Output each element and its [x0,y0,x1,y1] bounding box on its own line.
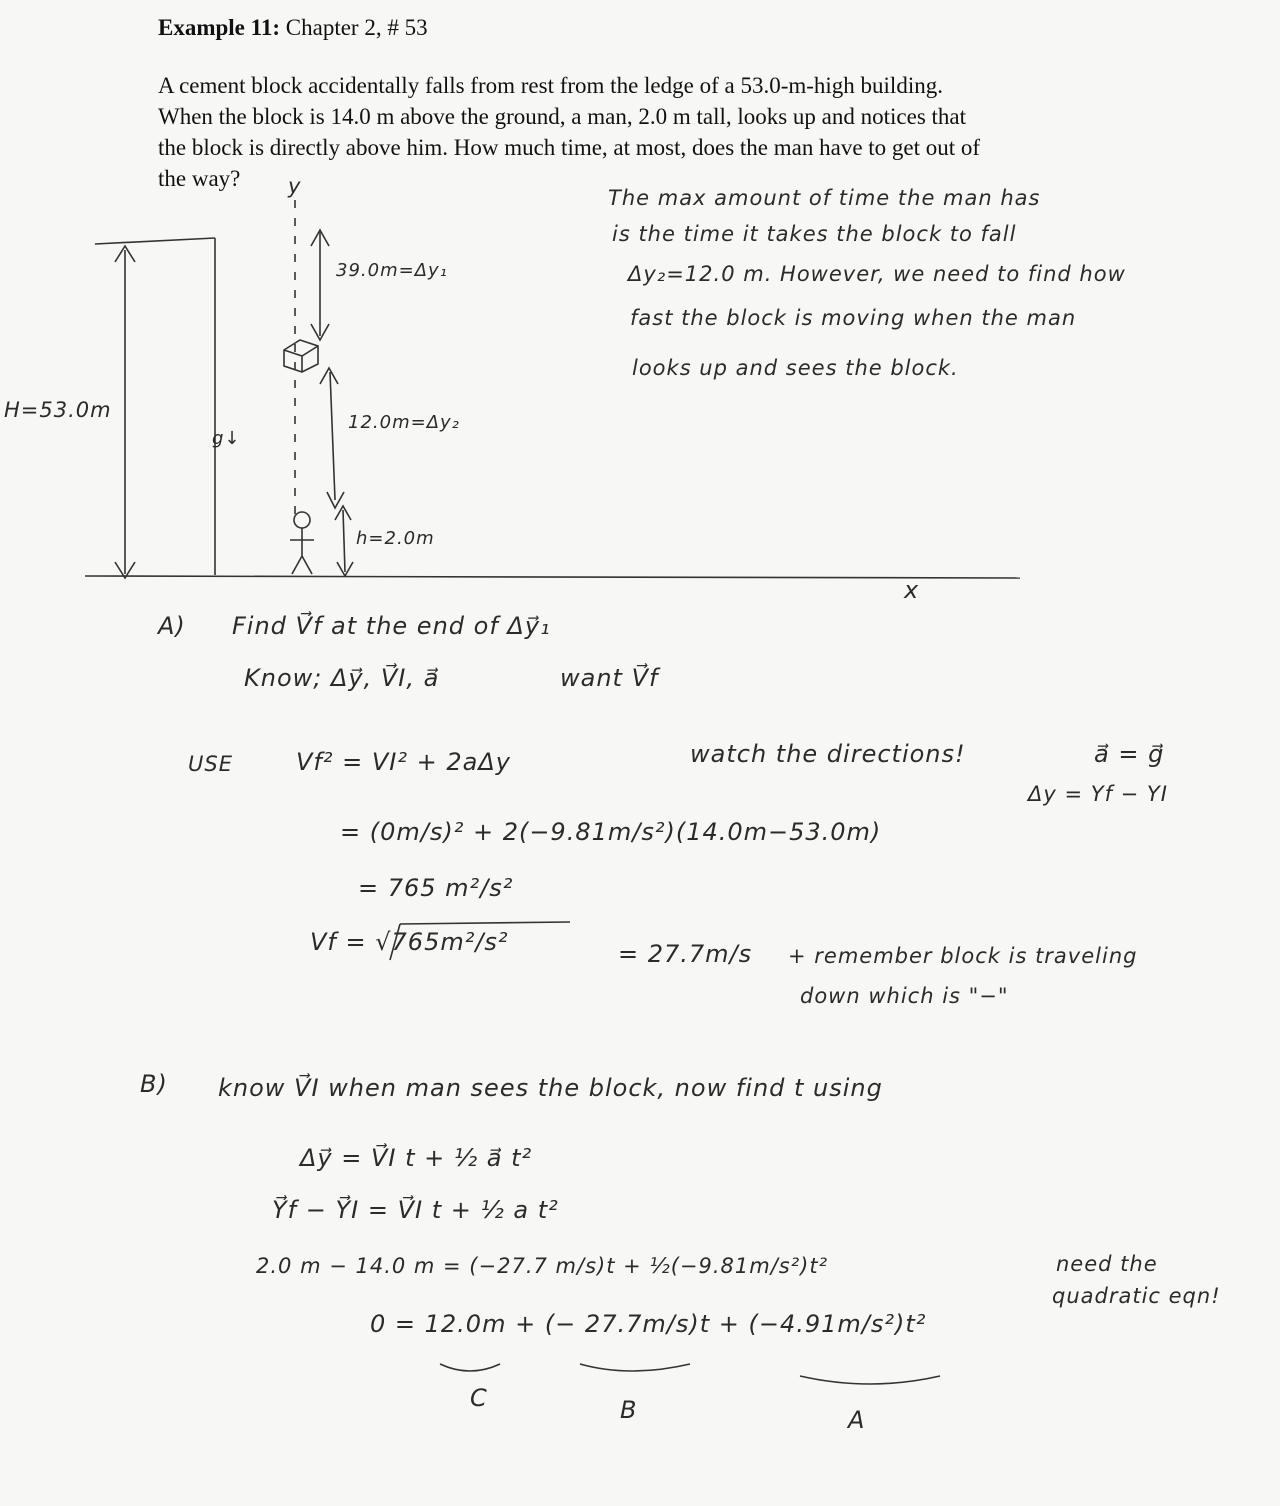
notes-line-3: Δy₂=12.0 m. However, we need to find how [628,262,1126,286]
dy2-arrow [330,372,335,500]
brace-b [580,1364,690,1371]
part-a-label: A) [158,612,186,640]
part-a-use: USE [188,752,233,776]
chapter-ref: Chapter 2, # 53 [285,15,428,40]
building-roof [95,238,215,244]
part-b-label: B) [140,1070,168,1098]
part-b-note-1: need the [1056,1252,1158,1276]
part-b-eq-4: 0 = 12.0m + (− 27.7m/s)t + (−4.91m/s²)t² [370,1310,927,1338]
h-arrow [343,510,345,572]
part-a-dy-def: Δy = Yf − YI [1028,782,1168,806]
height-label: H=53.0m [4,398,112,422]
coef-a-label: A [848,1406,866,1434]
part-b-line-1: know V⃗I when man sees the block, now find t using [218,1074,883,1102]
part-a-remember-2: down which is "−" [800,984,1009,1008]
part-b-eq-2: Y⃗f − Y⃗I = V⃗I t + ½ a t² [272,1196,559,1224]
y-axis-label: y [288,174,302,198]
part-a-directions: watch the directions! [690,740,966,768]
cement-block-icon [284,340,318,372]
problem-line-1: A cement block accidentally falls from rest from the ledge of a 53.0-m-high building. [158,73,943,98]
dy1-label: 39.0m=Δy₁ [336,260,448,281]
part-a-eq-1: Vf² = VI² + 2aΔy [296,748,511,776]
part-a-eq-3: = 765 m²/s² [358,874,514,902]
notes-line-2: is the time it takes the block to fall [612,222,1017,246]
part-a-want: want V⃗f [560,664,659,692]
part-b-note-2: quadratic eqn! [1052,1284,1221,1308]
x-axis-label: x [904,576,920,604]
problem-line-2: When the block is 14.0 m above the ground, a man, 2.0 m tall, looks up and notices that [158,104,967,129]
notes-line-1: The max amount of time the man has [608,186,1041,210]
part-b-eq-3: 2.0 m − 14.0 m = (−27.7 m/s)t + ½(−9.81m/s²)t² [256,1254,829,1278]
man-body-icon [290,528,314,574]
brace-a [800,1376,940,1384]
coef-c-label: C [470,1384,488,1412]
part-b-eq-1: Δy⃗ = V⃗I t + ½ a⃗ t² [300,1144,533,1172]
part-a-result: = 27.7m/s [618,940,753,968]
notes-line-4: fast the block is moving when the man [630,306,1077,330]
part-a-eq-2: = (0m/s)² + 2(−9.81m/s²)(14.0m−53.0m) [340,818,882,846]
sqrt-bar [400,922,570,924]
brace-c [440,1364,500,1371]
ground-line [85,576,1020,578]
gravity-label: g↓ [212,428,241,449]
problem-line-3: the block is directly above him. How much time, at most, does the man have to get out of [158,135,981,160]
part-a-eq-4: Vf = √765m²/s² [310,928,509,956]
man-head-icon [294,512,310,528]
coef-b-label: B [620,1396,638,1424]
man-height-label: h=2.0m [356,528,435,549]
example-label: Example 11: [158,15,281,40]
part-a-line-1: Find V⃗f at the end of Δy⃗₁ [232,612,551,640]
dy2-arrow-top [320,368,338,384]
problem-line-4: the way? [158,166,241,191]
notes-line-5: looks up and sees the block. [632,356,959,380]
part-a-remember-1: + remember block is traveling [788,944,1138,968]
part-a-a-eq-g: a⃗ = g⃗ [1094,740,1165,768]
dy2-label: 12.0m=Δy₂ [348,412,460,433]
part-a-know: Know; Δy⃗, V⃗I, a⃗ [244,664,440,692]
